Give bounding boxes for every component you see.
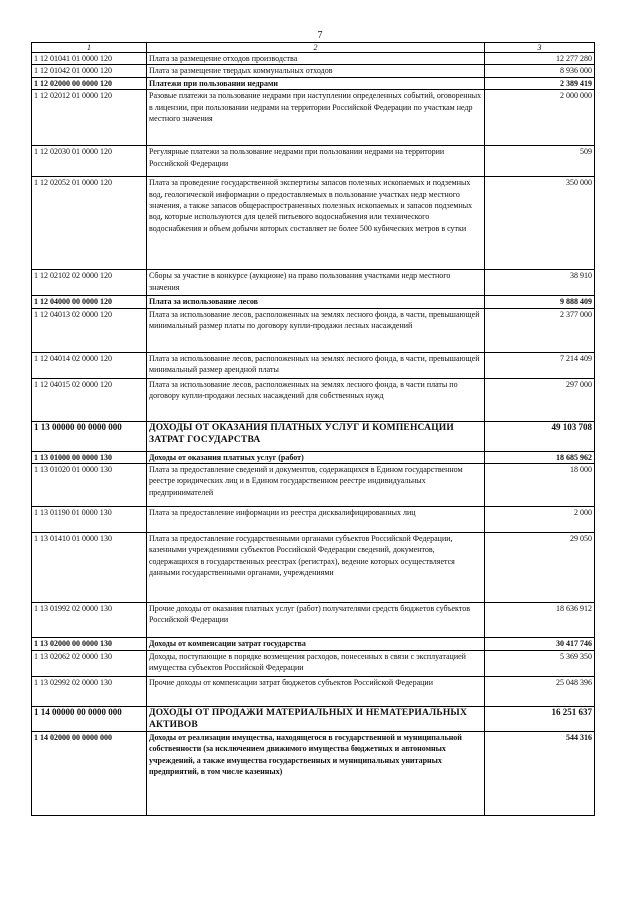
table-row [32, 603, 595, 638]
row-code: 1 12 01041 01 0000 120 [32, 53, 147, 65]
row-code: 1 13 02992 02 0000 130 [32, 677, 147, 707]
row-amount: 297 000 [485, 378, 595, 421]
row-name: Плата за проведение государственной экспертизы запасов полезных ископаемых и подземных вод, геологической информации о предоставляемых в пользование участках недр местного значения, а также запасов общераспространенных полезных ископаемых и запасов подземных вод, которые используются для целей питьевого водоснабжения или технического водоснабжения и объем добычи которых составляет не более 500 кубических метров в сутки [147, 177, 485, 270]
row-name: ДОХОДЫ ОТ ПРОДАЖИ МАТЕРИАЛЬНЫХ И НЕМАТЕРИАЛЬНЫХ АКТИВОВ [147, 707, 485, 732]
row-name: Платежи при пользовании недрами [147, 77, 485, 89]
row-amount: 7 214 409 [485, 352, 595, 378]
row-code: 1 12 04015 02 0000 120 [32, 378, 147, 421]
table-row [32, 77, 595, 89]
table-row [32, 53, 595, 65]
row-amount: 5 369 350 [485, 651, 595, 677]
row-name: Плата за использование лесов [147, 296, 485, 308]
row-code: 1 12 04014 02 0000 120 [32, 352, 147, 378]
row-name: Сборы за участие в конкурсе (аукционе) на право пользования участками недр местного значения [147, 270, 485, 296]
row-code: 1 13 01410 01 0000 130 [32, 533, 147, 603]
row-code: 1 13 00000 00 0000 000 [32, 421, 147, 451]
row-name: Плата за использование лесов, расположенных на землях лесного фонда, в части, превышающей минимальный размер арендной платы [147, 352, 485, 378]
row-amount: 30 417 746 [485, 638, 595, 651]
row-amount: 9 888 409 [485, 296, 595, 308]
row-code: 1 13 01190 01 0000 130 [32, 507, 147, 533]
table-row [32, 308, 595, 352]
row-code: 1 12 02052 01 0000 120 [32, 177, 147, 270]
row-amount: 18 636 912 [485, 603, 595, 638]
column-header-code: 1 [32, 43, 147, 53]
row-amount: 544 316 [485, 732, 595, 816]
row-name: Прочие доходы от компенсации затрат бюджетов субъектов Российской Федерации [147, 677, 485, 707]
column-header-name: 2 [147, 43, 485, 53]
row-amount: 49 103 708 [485, 421, 595, 451]
table-row [32, 638, 595, 651]
table-row [32, 421, 595, 451]
row-amount: 350 000 [485, 177, 595, 270]
row-name: Плата за использование лесов, расположенных на землях лесного фонда, в части платы по договору купли-продажи лесных насаждений для собственных нужд [147, 378, 485, 421]
table-row [32, 65, 595, 77]
row-name: Доходы, поступающие в порядке возмещения расходов, понесенных в связи с эксплуатацией имущества субъектов Российской Федерации [147, 651, 485, 677]
row-code: 1 12 02030 01 0000 120 [32, 146, 147, 177]
row-amount: 2 377 000 [485, 308, 595, 352]
row-name: Плата за предоставление государственными органами субъектов Российской Федерации, казенными учреждениями субъектов Российской Федерации сведений, документов, содержащихся в государственных реестрах (регистрах), ведение которых осуществляется данными государственными органами, учреждениями [147, 533, 485, 603]
table-row [32, 378, 595, 421]
row-code: 1 13 02000 00 0000 130 [32, 638, 147, 651]
table-row [32, 90, 595, 146]
row-name: Доходы от оказания платных услуг (работ) [147, 451, 485, 463]
row-amount: 29 050 [485, 533, 595, 603]
table-row [32, 707, 595, 732]
table-row [32, 270, 595, 296]
row-code: 1 12 02102 02 0000 120 [32, 270, 147, 296]
table-row [32, 533, 595, 603]
column-header-amount: 3 [485, 43, 595, 53]
row-code: 1 14 00000 00 0000 000 [32, 707, 147, 732]
row-name: Плата за предоставление информации из реестра дисквалифицированных лиц [147, 507, 485, 533]
row-amount: 8 936 000 [485, 65, 595, 77]
row-name: Доходы от компенсации затрат государства [147, 638, 485, 651]
row-code: 1 13 01992 02 0000 130 [32, 603, 147, 638]
row-code: 1 13 01020 01 0000 130 [32, 464, 147, 507]
table-row [32, 464, 595, 507]
row-code: 1 12 02000 00 0000 120 [32, 77, 147, 89]
row-amount: 16 251 637 [485, 707, 595, 732]
row-name: Плата за предоставление сведений и документов, содержащихся в Едином государственном реестре юридических лиц и в Едином государственном реестре индивидуальных предпринимателей [147, 464, 485, 507]
row-name: Доходы от реализации имущества, находящегося в государственной и муниципальной собственности (за исключением движимого имущества бюджетных и автономных учреждений, а также имущества государственных и муниципальных унитарных предприятий, в том числе казенных) [147, 732, 485, 816]
row-amount: 25 048 396 [485, 677, 595, 707]
row-code: 1 13 02062 02 0000 130 [32, 651, 147, 677]
row-amount: 38 910 [485, 270, 595, 296]
row-code: 1 12 01042 01 0000 120 [32, 65, 147, 77]
page-number: 7 [317, 30, 323, 41]
row-name: Плата за размещение твердых коммунальных отходов [147, 65, 485, 77]
row-amount: 2 000 000 [485, 90, 595, 146]
row-amount: 18 000 [485, 464, 595, 507]
table-row [32, 146, 595, 177]
table-body [32, 43, 595, 816]
row-name: Регулярные платежи за пользование недрами при пользовании недрами на территории Российской Федерации [147, 146, 485, 177]
column-header-row [32, 43, 595, 53]
row-amount: 2 389 419 [485, 77, 595, 89]
row-code: 1 12 04000 00 0000 120 [32, 296, 147, 308]
table-row [32, 651, 595, 677]
row-name: Плата за размещение отходов производства [147, 53, 485, 65]
revenue-table [31, 42, 595, 816]
row-amount: 12 277 280 [485, 53, 595, 65]
row-name: ДОХОДЫ ОТ ОКАЗАНИЯ ПЛАТНЫХ УСЛУГ И КОМПЕНСАЦИИ ЗАТРАТ ГОСУДАРСТВА [147, 421, 485, 451]
table-row [32, 352, 595, 378]
row-amount: 509 [485, 146, 595, 177]
row-code: 1 12 04013 02 0000 120 [32, 308, 147, 352]
row-name: Разовые платежи за пользование недрами при наступлении определенных событий, оговоренных в лицензии, при пользовании недрами на территории Российской Федерации по участкам недр местного значения [147, 90, 485, 146]
row-name: Прочие доходы от оказания платных услуг (работ) получателями средств бюджетов субъектов Российской Федерации [147, 603, 485, 638]
table-row [32, 177, 595, 270]
row-code: 1 13 01000 00 0000 130 [32, 451, 147, 463]
row-code: 1 12 02012 01 0000 120 [32, 90, 147, 146]
table-row [32, 507, 595, 533]
row-code: 1 14 02000 00 0000 000 [32, 732, 147, 816]
table-row [32, 732, 595, 816]
row-name: Плата за использование лесов, расположенных на землях лесного фонда, в части, превышающей минимальный размер платы по договору купли-продажи лесных насаждений [147, 308, 485, 352]
table-row [32, 677, 595, 707]
row-amount: 2 000 [485, 507, 595, 533]
table-row [32, 296, 595, 308]
row-amount: 18 685 962 [485, 451, 595, 463]
table-row [32, 451, 595, 463]
